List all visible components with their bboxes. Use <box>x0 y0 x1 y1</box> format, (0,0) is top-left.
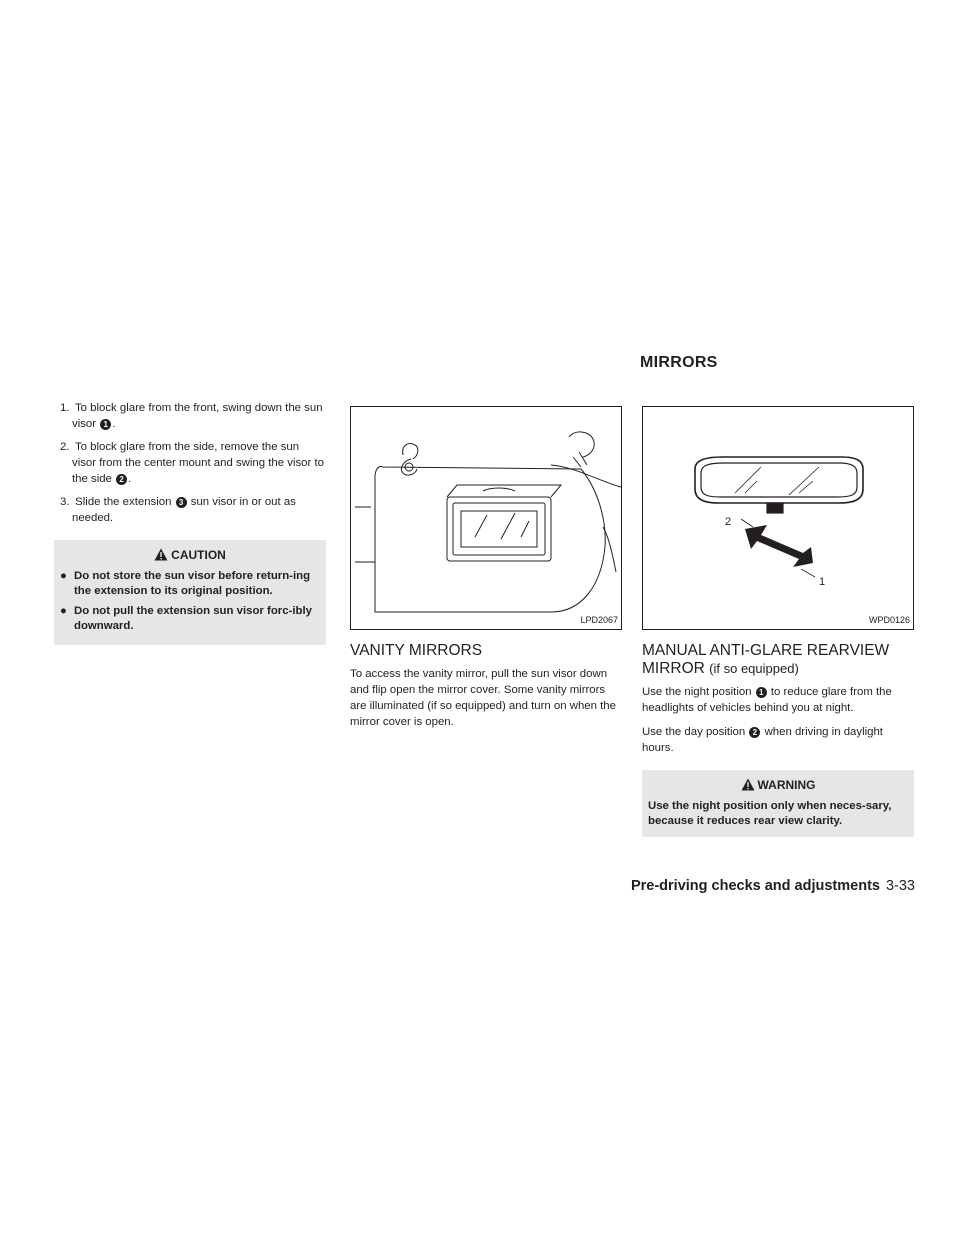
warning-text: Use the night position only when neces-sary, because it reduces rear view clarity. <box>648 800 892 827</box>
step-text: To block glare from the side, remove the sun visor from the center mount and swing the visor to the side <box>72 441 324 485</box>
para-text-end: to reduce glare from the headlights of vehicles behind you at night. <box>642 686 892 714</box>
caution-label: CAUTION <box>171 548 226 562</box>
caution-item <box>60 604 320 634</box>
step-2 <box>54 439 326 487</box>
step-text-end: sun visor in or out as needed. <box>72 496 296 524</box>
step-text: To block glare from the front, swing down the sun visor <box>72 402 323 430</box>
middle-column <box>350 400 622 738</box>
callout-marker: 3 <box>176 497 187 508</box>
callout-marker: 2 <box>116 474 127 485</box>
step-text-end: . <box>128 473 132 485</box>
sun-visor-illustration <box>350 406 622 630</box>
rearview-mirror-drawing <box>643 407 913 629</box>
warning-heading <box>648 777 908 793</box>
step-text: Slide the extension <box>75 496 172 508</box>
figure-code: LPD2067 <box>580 615 618 625</box>
caution-item-text: Do not store the sun visor before return-ing the extension to its original position. <box>74 570 311 597</box>
rearview-para-2 <box>642 724 914 756</box>
warning-triangle-icon <box>741 778 755 791</box>
caution-heading <box>60 547 320 563</box>
figure-code: WPD0126 <box>868 615 910 625</box>
warning-triangle-icon <box>154 548 168 561</box>
step-3 <box>54 494 326 526</box>
para-text: Use the night position <box>642 686 752 698</box>
step-1 <box>54 400 326 432</box>
sun-visor-drawing <box>351 407 621 629</box>
para-text: Use the day position <box>642 726 746 738</box>
page-footer <box>605 878 915 894</box>
caution-item-text: Do not pull the extension sun visor forc-ibly downward. <box>74 605 312 632</box>
rearview-heading-main: MANUAL ANTI-GLARE REARVIEW MIRROR <box>642 642 890 677</box>
warning-label: WARNING <box>757 778 816 792</box>
caution-item <box>60 569 320 599</box>
rearview-heading <box>642 642 914 678</box>
figure-label-1: 1 <box>819 576 826 588</box>
step-number: 1. <box>60 402 70 414</box>
warning-box <box>642 770 914 837</box>
footer-chapter: Pre-driving checks and adjustments <box>630 878 880 894</box>
footer-page-number: 3-33 <box>885 878 915 894</box>
para-text-end: when driving in daylight hours. <box>642 726 883 754</box>
figure-label-2: 2 <box>725 516 732 528</box>
caution-box <box>54 540 326 645</box>
rearview-heading-note: (if so equipped) <box>709 661 799 676</box>
left-column <box>54 400 326 645</box>
bullet-icon: ● <box>60 570 67 582</box>
bullet-icon: ● <box>60 605 67 617</box>
vanity-heading: VANITY MIRRORS <box>350 642 483 659</box>
step-text-end: . <box>112 418 116 430</box>
step-number: 2. <box>60 441 70 453</box>
callout-marker: 2 <box>749 727 760 738</box>
section-title: MIRRORS <box>640 354 718 371</box>
step-number: 3. <box>60 496 70 508</box>
vanity-text: To access the vanity mirror, pull the sun visor down and flip open the mirror cover. Some vanity mirrors are illuminated (if so equipped) and turn on when the mirror cover is open. <box>350 668 616 728</box>
right-column <box>642 400 914 837</box>
callout-marker: 1 <box>100 419 111 430</box>
callout-marker: 1 <box>756 687 767 698</box>
rearview-para-1 <box>642 684 914 716</box>
rearview-mirror-illustration <box>642 406 914 630</box>
